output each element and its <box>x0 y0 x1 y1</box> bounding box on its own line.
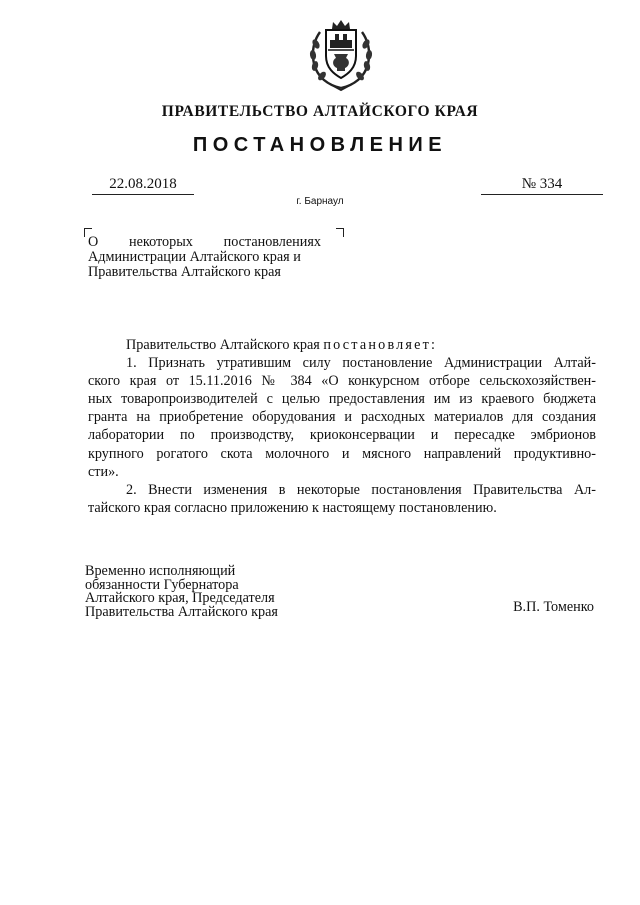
intro-keyword: постановляет: <box>323 337 438 353</box>
body-line: ных товаропроизводителей с целью предоставления им из краевого бюджета <box>88 391 596 408</box>
body-line: 2. Внести изменения в некоторые постановления Правительства Ал- <box>126 481 596 498</box>
signatory-title-line: обязанности Губернатора <box>85 576 239 593</box>
body-line: гранта на приобретение оборудования и расходных материалов для создания <box>88 409 596 426</box>
organization-title: ПРАВИТЕЛЬСТВО АЛТАЙСКОГО КРАЯ <box>161 103 479 120</box>
document-subject <box>88 235 321 280</box>
body-item-2 <box>88 481 596 517</box>
document-number: № 334 <box>481 176 603 195</box>
body-line: сти». <box>88 463 119 480</box>
body-line: крупного рогатого скота молочного и мясного направлений продуктивно- <box>88 445 596 462</box>
subject-line: Администрации Алтайского края и <box>88 249 301 265</box>
signatory-name: В.П. Томенко <box>513 599 594 615</box>
document-body <box>88 336 596 517</box>
document-city: г. Барнаул <box>296 196 344 207</box>
subject-line: О некоторых постановлениях <box>88 234 321 250</box>
document-date: 22.08.2018 <box>92 176 194 195</box>
body-line: 1. Признать утратившим силу постановление Администрации Алтай- <box>126 355 596 372</box>
coat-of-arms-emblem <box>306 18 376 92</box>
signatory-title-line: Алтайского края, Председателя <box>85 590 275 606</box>
signatory-title-line: Временно исполняющий <box>85 563 236 579</box>
document-type-title: ПОСТАНОВЛЕНИЕ <box>192 134 448 156</box>
subject-line: Правительства Алтайского края <box>88 264 281 280</box>
body-intro <box>88 336 596 354</box>
body-line: тайского края согласно приложению к настоящему постановлению. <box>88 499 497 516</box>
signatory-title <box>85 565 345 619</box>
intro-lead: Правительство Алтайского края <box>126 337 324 353</box>
signatory-title-line: Правительства Алтайского края <box>85 603 278 620</box>
body-line: лаборатории по производству, криоконсервации и пересадке эмбрионов <box>88 427 596 444</box>
subject-corner-right-mark <box>336 228 344 237</box>
body-line: ского края от 15.11.2016 № 384 «О конкурсном отборе сельскохозяйствен- <box>88 373 596 390</box>
body-item-1 <box>88 354 596 481</box>
